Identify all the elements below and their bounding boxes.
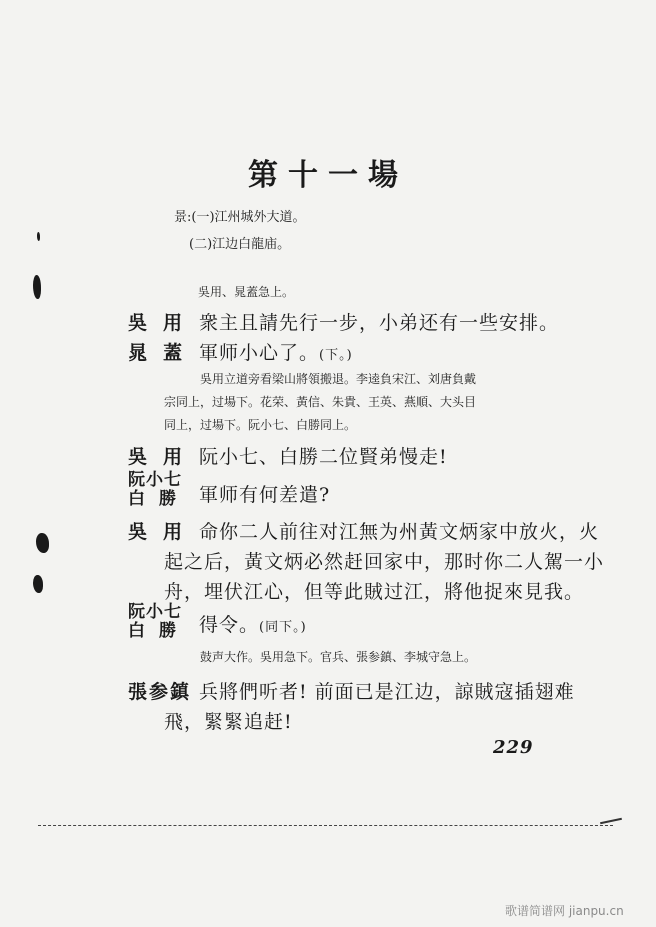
speaker-name: 晁蓋 [128,342,199,364]
bottom-rule-tick [600,818,622,825]
dialogue-line [199,610,307,637]
speaker-name: 吳用 [128,446,199,468]
dialogue-line: 阮小七、白勝二位賢弟慢走! [199,446,448,468]
speaker-name: 張参鎮 [128,681,192,703]
scan-blot-mark [33,575,43,593]
location-label: 景: [174,210,192,225]
speaker-name: 吳用 [128,312,199,334]
location-line-1 [174,206,306,225]
speaker-name: 白勝 [128,489,190,509]
stage-direction: (下。) [319,348,353,363]
dialogue-text: 得令。 [199,614,260,636]
stage-direction: 吳用立道旁看梁山將領搬退。李逵負宋江、刘唐負戴 [200,372,477,386]
dialogue-line: 起之后，黃文炳必然赶回家中，那时你二人駕一小 [164,551,605,573]
stage-direction: 同上，过場下。阮小七、白勝同上。 [164,418,357,432]
stage-direction: 宗同上，过場下。花荣、黃信、朱貴、王英、燕順、大头目 [164,395,477,409]
dialogue-line: 飛，緊緊追赶! [164,711,293,733]
dialogue-text: 軍师小心了。 [199,342,320,364]
dialogue-line: 衆主且請先行一步，小弟还有一些安排。 [199,312,560,334]
dialogue-line: 舟，埋伏江心，但等此賊过江，將他捉來見我。 [164,581,585,603]
bottom-rule [38,825,613,826]
dialogue-line: 命你二人前往对江無为州黃文炳家中放火，火 [199,521,600,543]
location-line-2: (二)江边白龍庙。 [189,237,291,252]
speaker-name: 阮小七 [128,602,182,622]
watermark: 歌谱简谱网 jianpu.cn [505,904,624,918]
dialogue-line: 兵將們听者! 前面已是江边，諒賊寇插翅难 [199,681,575,703]
scan-blot-mark [36,533,49,553]
scan-blot-mark [33,275,41,299]
speaker-name: 吳用 [128,521,199,543]
dialogue-line: 軍师有何差遣? [199,484,331,506]
stage-direction: 吳用、晁蓋急上。 [198,285,295,299]
stage-direction: 鼓声大作。吳用急下。官兵、張参鎮、李城守急上。 [200,650,477,664]
page-number: 229 [493,737,534,758]
speaker-name: 阮小七 [128,470,182,490]
scene-title: 第十一場 [248,158,408,193]
stage-direction: (同下。) [259,620,307,635]
speaker-name: 白勝 [128,621,190,641]
scan-blot-mark [37,232,40,241]
dialogue-line [199,338,353,365]
location-1: (一)江州城外大道。 [191,210,306,225]
